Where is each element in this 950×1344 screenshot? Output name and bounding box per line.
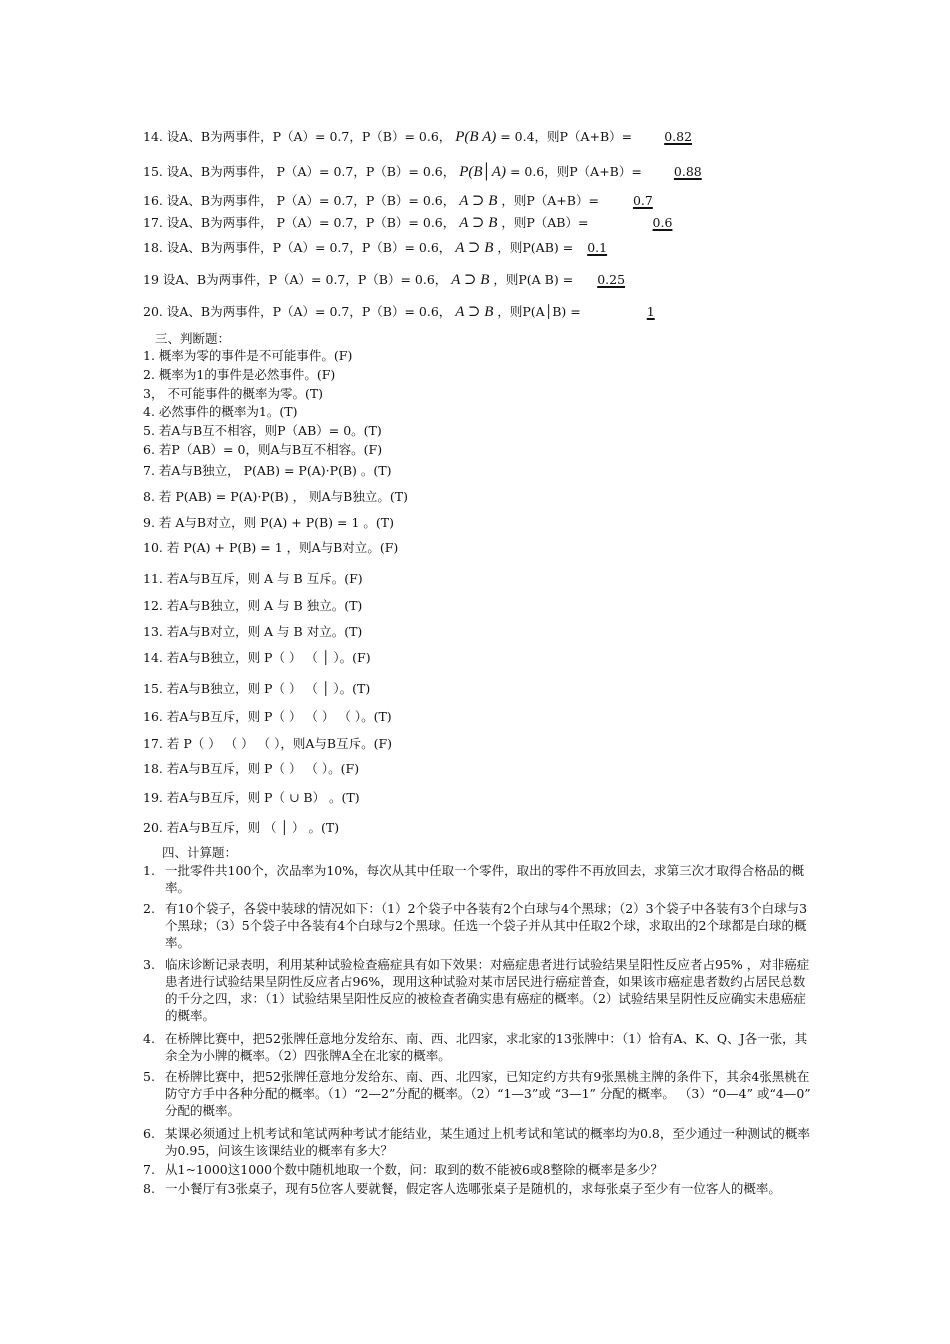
item-text: 若A与B互斥，则 P（ ） （ ）。(F): [166, 761, 360, 776]
item-number: 18.: [143, 240, 163, 255]
fill-item-20: [143, 304, 655, 320]
answer: 1: [646, 304, 655, 319]
item-number: 3，: [143, 386, 164, 401]
item-number: 14.: [143, 650, 163, 665]
item-prefix: 设A、B为两事件， P（A）= 0.7，P（B）= 0.6，: [166, 164, 456, 179]
item-prefix: 设A、B为两事件， P（A）= 0.7，P（B）= 0.6，: [166, 193, 456, 208]
item-number: 12.: [143, 598, 163, 613]
item-text: 不可能事件的概率为零。(T): [167, 386, 324, 401]
answer: 0.1: [587, 240, 608, 255]
item-number: 19: [143, 272, 159, 287]
judge-item-1: [143, 348, 352, 364]
item-number: 19.: [143, 790, 163, 805]
math-expr: A ⊃ B: [455, 304, 494, 320]
judge-item-3: [143, 386, 323, 402]
item-text: 若A与B独立，则 P（ ） （ │ ）。(T): [166, 681, 371, 696]
answer: 0.6: [652, 215, 673, 230]
fill-item-15: [143, 164, 730, 180]
item-text: 若A与B互斥，则 P（ ） （ ） （ ）。(T): [166, 709, 392, 724]
item-number: 8.: [143, 1181, 155, 1196]
math-expr: P(B A): [455, 129, 497, 145]
judge-item-9: [143, 515, 394, 531]
math-expr: A ⊃ B: [451, 272, 490, 288]
answer: 0.7: [632, 193, 653, 208]
item-text: 一批零件共100个，次品率为10%，每次从其中任取一个零件，取出的零件不再放回去，求第三次才取得合格品的概率。: [165, 863, 805, 895]
math-expr: A ⊃ B: [459, 193, 498, 209]
judge-item-10: [143, 540, 398, 556]
item-number: 18.: [143, 761, 163, 776]
section-title-calculation: 四、计算题：: [162, 845, 238, 860]
calc-item-5: [143, 1068, 813, 1119]
item-text: 某课必须通过上机考试和笔试两种考试才能结业，某生通过上机考试和笔试的概率均为0.8，至少通过一种测试的概率为0.95，问该生该课结业的概率有多大？: [165, 1126, 810, 1158]
judge-item-5: [143, 423, 382, 439]
item-text: 若A与B对立，则 A 与 B 对立。(T): [166, 624, 363, 639]
fill-item-18: [143, 240, 671, 256]
item-text: 从1~1000这1000个数中随机地取一个数，问：取到的数不能被6或8整除的概率是多少？: [165, 1162, 663, 1177]
item-prefix: 设A、B为两事件，P（A）= 0.7，P（B）= 0.6，: [166, 129, 452, 144]
item-number: 4.: [143, 1031, 155, 1046]
judge-item-8: [143, 489, 408, 505]
item-mid: ，则P(A│B) =: [497, 304, 581, 319]
item-text: 若A与B互斥，则 （ │ ） 。(T): [166, 820, 340, 835]
math-expr: A ⊃ B: [455, 240, 494, 256]
item-text: 概率为零的事件是不可能事件。(F): [158, 348, 353, 363]
item-number: 17.: [143, 215, 163, 230]
judge-item-18: [143, 761, 359, 777]
calc-item-8: [143, 1180, 813, 1197]
item-mid: ，则P（A+B）=: [501, 193, 599, 208]
item-prefix: 设A、B为两事件，P（A）= 0.7，P（B）= 0.6，: [166, 240, 452, 255]
fill-item-14: [143, 129, 720, 145]
item-number: 2.: [143, 901, 155, 916]
judge-item-19: [143, 790, 360, 806]
item-number: 9.: [143, 515, 155, 530]
item-number: 16.: [143, 193, 163, 208]
item-text: 一小餐厅有3张桌子，现有5位客人要就餐，假定客人选哪张桌子是随机的，求每张桌子至少有一位客人的概率。: [165, 1181, 781, 1196]
fill-item-17: [143, 215, 672, 231]
answer: 0.25: [597, 272, 626, 287]
item-number: 15.: [143, 681, 163, 696]
judge-item-20: [143, 820, 339, 836]
judge-item-12: [143, 598, 362, 614]
item-number: 7.: [143, 463, 155, 478]
section-title-judgment: 三、判断题：: [155, 331, 231, 346]
item-mid: ，则P（AB）=: [501, 215, 589, 230]
calc-item-3: [143, 956, 813, 1024]
item-number: 2.: [143, 367, 155, 382]
item-number: 8.: [143, 489, 155, 504]
item-number: 17.: [143, 736, 163, 751]
judge-item-17: [143, 736, 392, 752]
item-prefix: 设A、B为两事件， P（A）= 0.7，P（B）= 0.6，: [166, 215, 456, 230]
judge-item-4: [143, 404, 297, 420]
item-number: 1.: [143, 863, 155, 878]
item-text: 若A与B独立，则 P（ ） （ │ ）。(F): [166, 650, 371, 665]
item-text: 若A与B互斥，则 A 与 B 互斥。(F): [166, 571, 363, 586]
item-text: 若A与B独立，则 A 与 B 独立。(T): [166, 598, 363, 613]
calc-item-7: [143, 1161, 813, 1178]
calc-item-4: [143, 1030, 813, 1064]
item-number: 1.: [143, 348, 155, 363]
judge-item-11: [143, 571, 363, 587]
item-number: 13.: [143, 624, 163, 639]
item-number: 3.: [143, 957, 155, 972]
judge-item-16: [143, 709, 392, 725]
calc-item-6: [143, 1125, 813, 1159]
item-text: 若A与B互斥，则 P（ ∪ B） 。(T): [166, 790, 360, 805]
item-number: 7.: [143, 1162, 155, 1177]
item-number: 20.: [143, 304, 163, 319]
item-text: 临床诊断记录表明，利用某种试验检查癌症具有如下效果：对癌症患者进行试验结果呈阳性反应者占95% ，对非癌症患者进行试验结果呈阴性反应者占96%，现用这种试验对某市居民进行癌症普查，如果该市癌症患者数约占居民总数的千分之四，求：（1）试验结果呈阳性反应的被检查者确实患有癌症的概率。（2）试验结果呈阴性反应确实未患癌症的概率。: [165, 957, 810, 1023]
item-text: 若A与B独立， P(AB) = P(A)·P(B) 。(T): [158, 463, 392, 478]
item-text: 在桥牌比赛中，把52张牌任意地分发给东、南、西、北四家，求北家的13张牌中：（1）恰有A、K、Q、J各一张，其余全为小牌的概率。（2）四张牌A全在北家的概率。: [165, 1031, 808, 1063]
fill-item-16: [143, 193, 683, 209]
item-number: 16.: [143, 709, 163, 724]
judge-item-15: [143, 681, 370, 697]
item-text: 若 A与B对立，则 P(A) + P(B) = 1 。(T): [158, 515, 394, 530]
item-mid: = 0.6，则P（A+B）=: [509, 164, 642, 179]
item-number: 6.: [143, 442, 155, 457]
item-text: 概率为1的事件是必然事件。(F): [158, 367, 336, 382]
item-prefix: 设A、B为两事件，P（A）= 0.7，P（B）= 0.6，: [166, 304, 452, 319]
judge-item-6: [143, 442, 382, 458]
answer: 0.82: [664, 129, 693, 144]
item-text: 在桥牌比赛中，把52张牌任意地分发给东、南、西、北四家，已知定约方共有9张黑桃主牌的条件下，其余4张黑桃在防守方手中各种分配的概率。（1）“2—2”分配的概率。（2）“1—3”或 “3—1” 分配的概率。 （3）“0—4” 或“4—0” 分配的概率。: [165, 1069, 811, 1118]
item-mid: = 0.4，则P（A+B）=: [500, 129, 633, 144]
item-number: 6.: [143, 1126, 155, 1141]
item-number: 4.: [143, 404, 155, 419]
item-number: 10.: [143, 540, 163, 555]
item-number: 15.: [143, 164, 163, 179]
item-number: 11.: [143, 571, 163, 586]
item-text: 若 P(AB) = P(A)·P(B) ， 则A与B独立。(T): [158, 489, 408, 504]
math-expr: P(B│A): [459, 164, 506, 180]
item-mid: ，则P(AB) =: [497, 240, 574, 255]
judge-item-2: [143, 367, 335, 383]
answer: 0.88: [673, 164, 702, 179]
item-text: 有10个袋子，各袋中装球的情况如下：（1）2个袋子中各装有2个白球与4个黑球；（2）3个袋子中各装有3个白球与3个黑球；（3）5个袋子中各装有4个白球与2个黑球。任选一个袋子并从其中任取2个球，求取出的2个球都是白球的概率。: [165, 901, 808, 950]
calc-item-2: [143, 900, 813, 951]
item-number: 14.: [143, 129, 163, 144]
item-text: 若 P(A) + P(B) = 1 ，则A与B对立。(F): [166, 540, 399, 555]
judge-item-14: [143, 650, 371, 666]
item-number: 5.: [143, 1069, 155, 1084]
judge-item-13: [143, 624, 362, 640]
item-prefix: 设A、B为两事件，P（A）= 0.7，P（B）= 0.6，: [162, 272, 448, 287]
item-text: 若A与B互不相容，则P（AB）= 0。(T): [158, 423, 382, 438]
item-number: 5.: [143, 423, 155, 438]
item-mid: ，则P(A B) =: [493, 272, 574, 287]
item-text: 若 P（ ） （ ） （ ），则A与B互斥。(F): [166, 736, 393, 751]
item-text: 若P（AB）= 0，则A与B互不相容。(F): [158, 442, 383, 457]
item-text: 必然事件的概率为1。(T): [158, 404, 298, 419]
item-number: 20.: [143, 820, 163, 835]
calc-item-1: [143, 862, 813, 896]
math-expr: A ⊃ B: [459, 215, 498, 231]
fill-item-19: [143, 272, 685, 288]
judge-item-7: [143, 463, 392, 479]
